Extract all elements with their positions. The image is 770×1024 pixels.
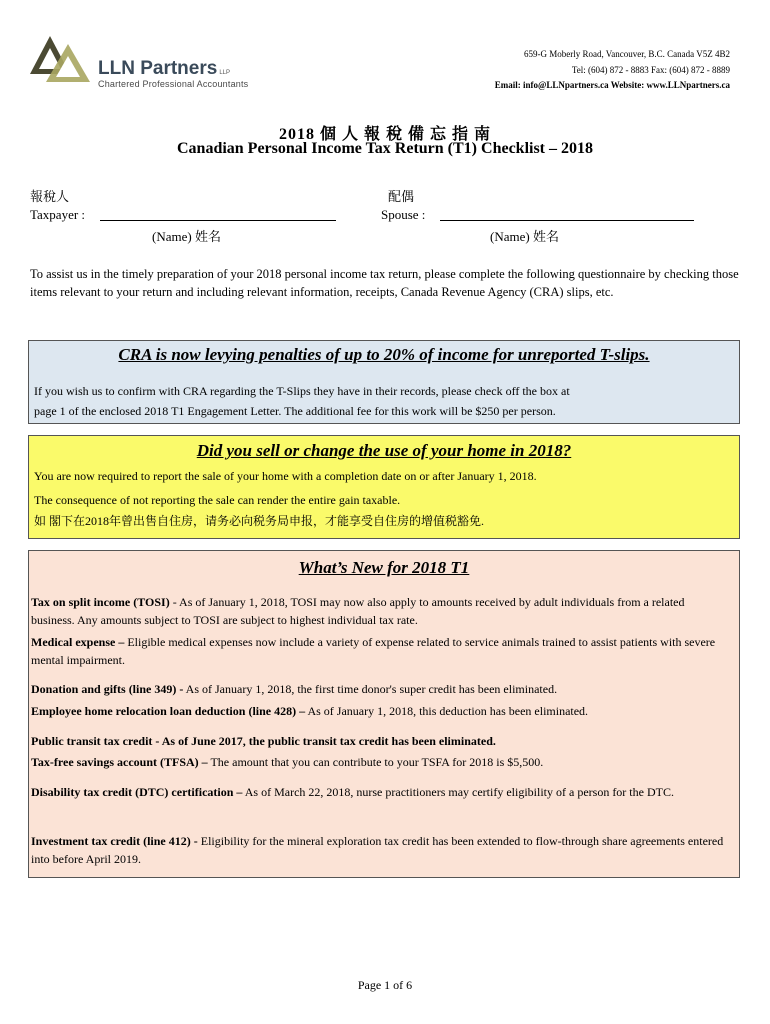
home-sale-box: [28, 435, 740, 539]
title-english: Canadian Personal Income Tax Return (T1) Checklist – 2018: [176, 140, 594, 157]
new-item-tfsa-title: Tax-free savings account (TFSA) –: [31, 755, 208, 769]
new-item-tfsa-text: The amount that you can contribute to your TSFA for 2018 is $5,500.: [207, 755, 544, 769]
company-phone: Tel: (604) 872 - 8883 Fax: (604) 872 - 8889: [571, 65, 730, 75]
whats-new-box: [28, 550, 740, 878]
company-email-website: Email: info@LLNpartners.ca Website: www.LLNpartners.ca: [494, 80, 730, 90]
new-item-donation: [31, 680, 731, 698]
spouse-label: Spouse :: [381, 207, 426, 222]
new-item-relocation-text: As of January 1, 2018, this deduction has been eliminated.: [305, 704, 589, 718]
spouse-label-cn: 配偶: [388, 189, 415, 204]
cra-text-line2: page 1 of the enclosed 2018 T1 Engagement Letter. The additional fee for this work will be $250 per person.: [34, 404, 556, 418]
new-item-donation-title: Donation and gifts (line 349) -: [31, 682, 184, 696]
company-logo-icon: [30, 36, 94, 86]
new-item-transit-title: Public transit tax credit - As of June 2017, the public transit tax credit has been eliminated.: [31, 734, 496, 748]
whats-new-heading: What’s New for 2018 T1: [298, 558, 470, 577]
title-chinese: 2018 個 人 報 稅 備 忘 指 南: [278, 126, 491, 143]
intro-paragraph: To assist us in the timely preparation of your 2018 personal income tax return, please complete the following questionnaire by checking those items relevant to your return and including relevant information, receipts, Canada Revenue Agency (CRA) slips, etc.: [30, 267, 739, 299]
new-item-tfsa: [31, 753, 731, 771]
new-item-investment-text: Eligibility for the mineral exploration tax credit has been extended to flow-through share agreements entered into before April 2019.: [31, 834, 724, 866]
company-subtitle: Chartered Professional Accountants: [98, 79, 249, 89]
home-heading: Did you sell or change the use of your home in 2018?: [196, 441, 572, 460]
new-item-investment: [31, 832, 731, 868]
spouse-name-caption: (Name) 姓名: [490, 229, 559, 244]
new-item-investment-title: Investment tax credit (line 412) -: [31, 834, 198, 848]
new-item-dtc-text: As of March 22, 2018, nurse practitioners may certify eligibility of a person for the DTC.: [242, 785, 674, 799]
taxpayer-name-caption: (Name) 姓名: [152, 229, 221, 244]
taxpayer-name-field[interactable]: [100, 220, 336, 221]
new-item-tosi-title: Tax on split income (TOSI): [31, 595, 170, 609]
company-llp: LLP: [219, 70, 230, 76]
home-text-line2: The consequence of not reporting the sale can render the entire gain taxable.: [34, 493, 401, 507]
company-address: 659-G Moberly Road, Vancouver, B.C. Canada V5Z 4B2: [523, 49, 730, 59]
spouse-name-field[interactable]: [440, 220, 694, 221]
company-name: LLN Partners LLP: [98, 58, 230, 79]
new-item-tosi: [31, 593, 731, 629]
new-item-dtc: [31, 783, 731, 801]
new-item-relocation: [31, 702, 731, 720]
new-item-medical-title: Medical expense –: [31, 635, 125, 649]
home-text-line1: You are now required to report the sale of your home with a completion date on or after January 1, 2018.: [34, 469, 537, 483]
new-item-transit: [31, 732, 731, 750]
new-item-tosi-text: - As of January 1, 2018, TOSI may now also apply to amounts received by adult individuals from a related business. Any amounts subject to TOSI are subject to highest individual tax rate.: [31, 595, 685, 627]
new-item-relocation-title: Employee home relocation loan deduction (line 428) –: [31, 704, 306, 718]
cra-text-line1: If you wish us to confirm with CRA regarding the T-Slips they have in their records, please check off the box at: [34, 384, 570, 398]
page-number: Page 1 of 6: [357, 978, 413, 992]
taxpayer-label: Taxpayer :: [30, 207, 86, 222]
new-item-medical-text: Eligible medical expenses now include a variety of expense related to service animals trained to assist patients with severe mental impairment.: [31, 635, 716, 667]
new-item-medical: [31, 633, 731, 669]
new-item-donation-text: As of January 1, 2018, the first time donor's super credit has been eliminated.: [183, 682, 558, 696]
taxpayer-label-cn: 報稅人: [30, 189, 70, 204]
cra-heading: CRA is now levying penalties of up to 20% of income for unreported T-slips.: [118, 345, 650, 364]
home-text-line3: 如 閣下在2018年曾出售自住房，请务必向税务局申报，才能享受自住房的增值税豁免.: [34, 514, 485, 528]
cra-penalty-box: [28, 340, 740, 424]
new-item-dtc-title: Disability tax credit (DTC) certification –: [31, 785, 243, 799]
